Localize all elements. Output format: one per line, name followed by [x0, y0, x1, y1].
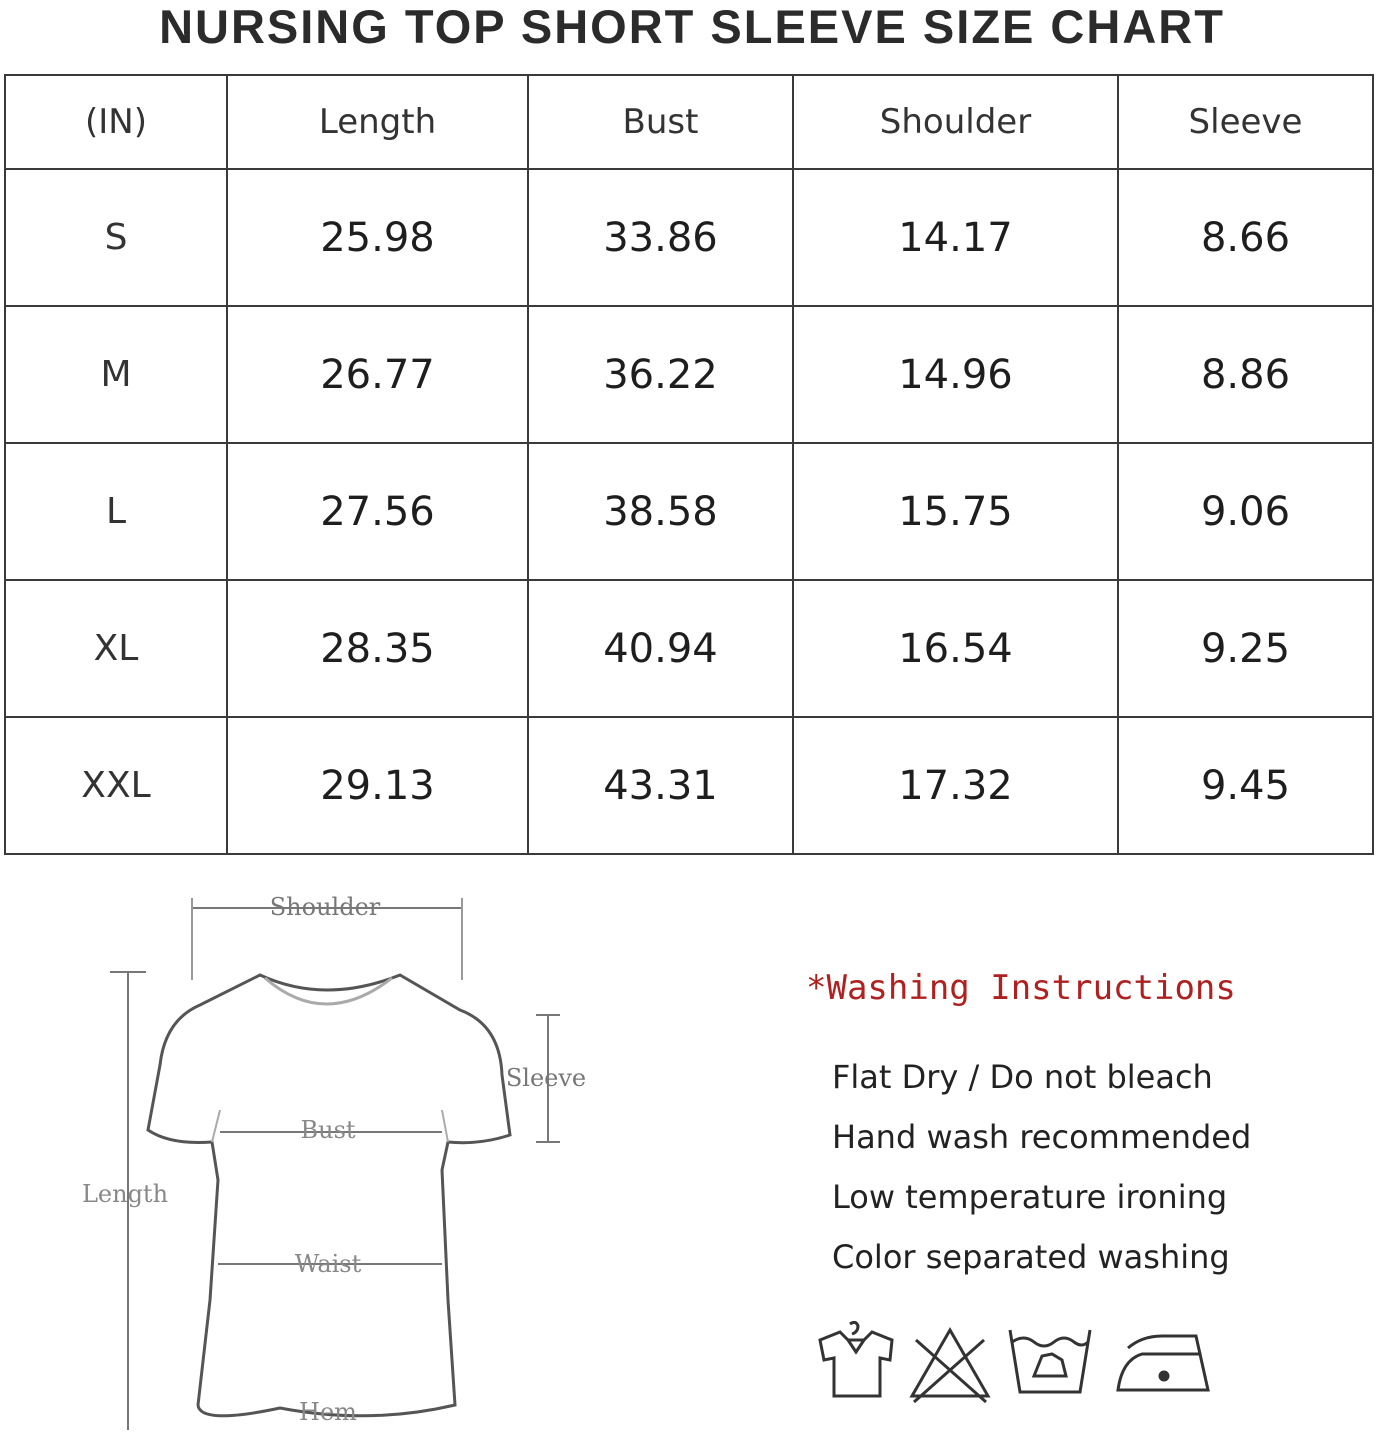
waist-label: Waist [294, 1250, 362, 1278]
washing-line: Flat Dry / Do not bleach [832, 1058, 1213, 1096]
table-row [5, 443, 1373, 580]
do-not-bleach-icon [912, 1330, 988, 1402]
sleeve-cell: 9.45 [1118, 717, 1373, 854]
table-row [5, 169, 1373, 306]
shoulder-cell: 14.96 [793, 306, 1118, 443]
header-unit: (IN) [5, 75, 227, 169]
table-row [5, 717, 1373, 854]
flat-dry-icon [820, 1322, 892, 1396]
measurement-diagram [70, 880, 630, 1440]
washing-line: Low temperature ironing [832, 1178, 1228, 1216]
shoulder-cell: 15.75 [793, 443, 1118, 580]
size-cell: L [5, 443, 227, 580]
hem-label: Hem [299, 1398, 357, 1426]
shoulder-label: Shoulder [269, 893, 381, 921]
bust-cell: 40.94 [528, 580, 793, 717]
size-cell: M [5, 306, 227, 443]
length-cell: 27.56 [227, 443, 528, 580]
shoulder-cell: 16.54 [793, 580, 1118, 717]
size-chart-table [4, 74, 1374, 855]
length-cell: 28.35 [227, 580, 528, 717]
size-cell: XXL [5, 717, 227, 854]
bust-cell: 38.58 [528, 443, 793, 580]
washing-line: Color separated washing [832, 1238, 1230, 1276]
page-title: NURSING TOP SHORT SLEEVE SIZE CHART [159, 0, 1225, 53]
sleeve-cell: 9.25 [1118, 580, 1373, 717]
bust-label: Bust [300, 1116, 356, 1144]
low-iron-icon [1118, 1336, 1208, 1390]
sleeve-label: Sleeve [505, 1064, 587, 1092]
table-row [5, 580, 1373, 717]
shoulder-cell: 17.32 [793, 717, 1118, 854]
header-length: Length [227, 75, 528, 169]
sleeve-cell: 8.86 [1118, 306, 1373, 443]
length-cell: 25.98 [227, 169, 528, 306]
hand-wash-icon [1010, 1330, 1090, 1392]
header-sleeve: Sleeve [1118, 75, 1373, 169]
bust-cell: 33.86 [528, 169, 793, 306]
header-bust: Bust [528, 75, 793, 169]
length-label: Length [81, 1180, 169, 1208]
header-shoulder: Shoulder [793, 75, 1118, 169]
care-icons [812, 1320, 1232, 1410]
length-cell: 29.13 [227, 717, 528, 854]
length-cell: 26.77 [227, 306, 528, 443]
sleeve-cell: 8.66 [1118, 169, 1373, 306]
table-header-row [5, 75, 1373, 169]
shoulder-cell: 14.17 [793, 169, 1118, 306]
bust-cell: 36.22 [528, 306, 793, 443]
washing-title: *Washing Instructions [806, 968, 1236, 1008]
size-cell: S [5, 169, 227, 306]
sleeve-cell: 9.06 [1118, 443, 1373, 580]
bust-cell: 43.31 [528, 717, 793, 854]
size-cell: XL [5, 580, 227, 717]
washing-line: Hand wash recommended [832, 1118, 1252, 1156]
tshirt-outline-icon [70, 880, 630, 1440]
table-row [5, 306, 1373, 443]
